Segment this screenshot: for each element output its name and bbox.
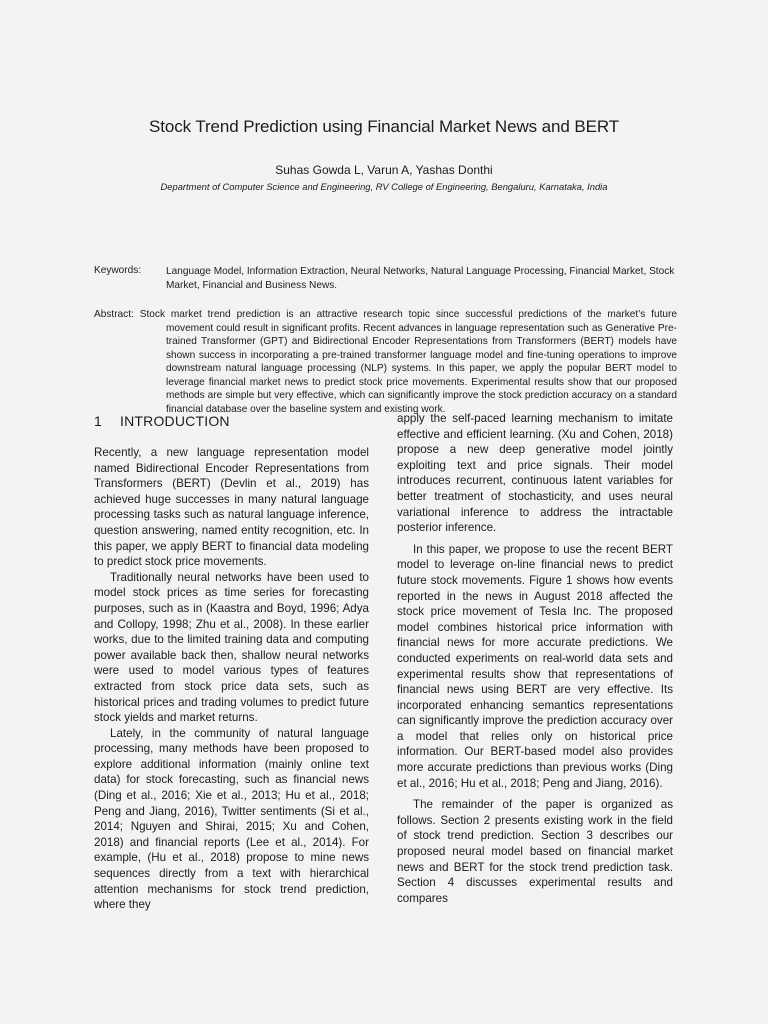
keywords-text: Language Model, Information Extraction, Neural Networks, Natural Language Processing, Financial Market, Stock Market, Financial and Business News.: [166, 266, 675, 291]
abstract-text: Stock market trend prediction is an attractive research topic since successful predictions of the market’s future movement could result in significant profits. Recent advances in language representation such as Generative Pre-trained Transformer (GPT) and Bidirectional Encoder Representations from Transformers (BERT) models have shown success in incorporating a pre-trained transformer language model and fine-tuning operations to improve downstream natural language processing (NLP) systems. In this paper, we apply the popular BERT model to leverage financial market news to predict stock price movements. Experimental results show that our proposed methods are simple but very effective, which can significantly improve the stock prediction accuracy on a standard financial database over the baseline system and existing work.: [139, 309, 677, 415]
keywords-label: Keywords:: [94, 265, 142, 276]
right-paragraph-1: apply the self-paced learning mechanism to imitate effective and efficient learning. (Xu and Cohen, 2018) propose a new deep generative model jointly exploiting text and price signals. Their model introduces recurrent, continuous latent variables for better treatment of stochasticity, and uses neural variational inference to address the intractable posterior inference.: [397, 412, 673, 535]
abstract-label: Abstract:: [94, 309, 134, 320]
paper-affiliation: Department of Computer Science and Engineering, RV College of Engineering, Bengaluru, Karnataka, India: [160, 181, 608, 192]
section-number: 1: [94, 413, 102, 429]
abstract-block: [94, 308, 677, 416]
right-paragraph-3: The remainder of the paper is organized as follows. Section 2 presents existing work in the field of stock trend prediction. Section 3 describes our proposed neural model based on financial market news and BERT for the stock trend prediction task. Section 4 discusses experimental results and compares: [397, 798, 673, 905]
section-heading-introduction: [94, 413, 230, 429]
paper-authors: Suhas Gowda L, Varun A, Yashas Donthi: [275, 163, 493, 177]
paper-title: Stock Trend Prediction using Financial Market News and BERT: [148, 117, 619, 136]
section-title: INTRODUCTION: [120, 413, 230, 429]
right-paragraph-2: In this paper, we propose to use the recent BERT model to leverage on-line financial news to predict future stock movements. Figure 1 shows how events reported in the news in August 2018 affected the stock price movement of Tesla Inc. The proposed model combines historical price information with financial news for more accurate predictions. We conducted experiments on real-world data sets and experimental results show that representations of financial news using BERT are very effective. Its incorporated enhancing semantics representations can significantly improve the prediction accuracy over a model that relies only on historical price information. Our BERT-based model also provides more accurate predictions than previous works (Ding et al., 2016; Hu et al., 2018; Peng and Jiang, 2016).: [397, 542, 673, 790]
left-paragraph-2: Traditionally neural networks have been used to model stock prices as time series for forecasting purposes, such as in (Kaastra and Boyd, 1996; Adya and Collopy, 1998; Zhu et al., 2008). In these earlier works, due to the limited training data and computing power available back then, shallow neural networks were used to model various types of features extracted from stock price data sets, such as historical prices and trading volumes to predict future stock yields and market returns.: [94, 570, 369, 725]
right-column: [397, 411, 673, 906]
left-column: [94, 445, 369, 913]
abstract-body: [94, 308, 677, 416]
left-paragraph-1: Recently, a new language representation model named Bidirectional Encoder Representations from Transformers (BERT) (Devlin et al., 2019) has achieved huge successes in many natural language processing tasks such as natural language inference, question answering, named entity recognition, etc. In this paper, we apply BERT to financial data modeling to predict stock price movements.: [94, 446, 369, 569]
left-paragraph-3: Lately, in the community of natural language processing, many methods have been proposed to explore additional information (mainly online text data) for stock forecasting, such as financial news (Ding et al., 2016; Xie et al., 2013; Hu et al., 2018; Peng and Jiang, 2016), Twitter sentiments (Si et al., 2014; Nguyen and Shirai, 2015; Xu and Cohen, 2018) and financial reports (Lee et al., 2014). For example, (Hu et al., 2018) propose to mine news sequences directly from a text with hierarchical attention mechanisms for stock trend prediction, where they: [94, 726, 369, 912]
